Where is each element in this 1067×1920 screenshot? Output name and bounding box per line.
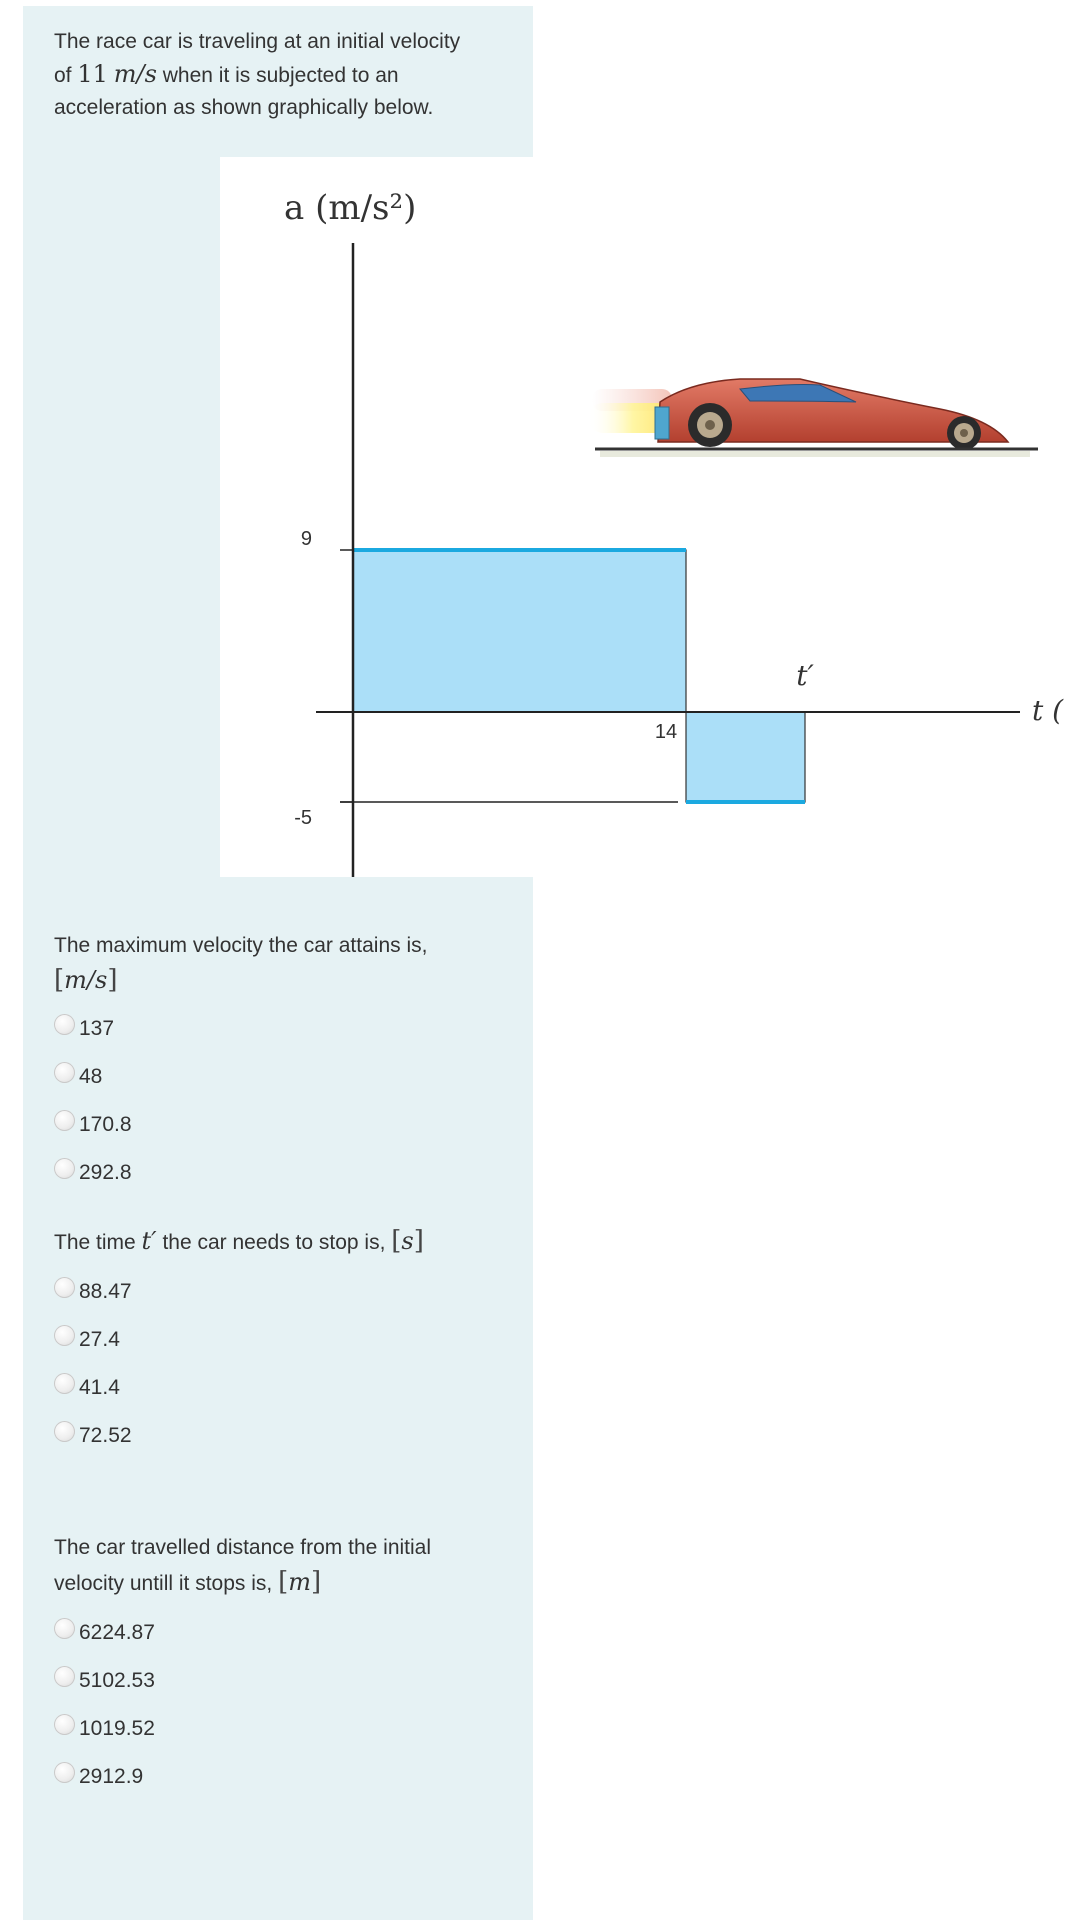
radio-button[interactable] xyxy=(54,1158,75,1179)
question-1-unit: [m/s] xyxy=(54,965,118,995)
intro-line-2: of 11 m/s when it is subjected to an xyxy=(54,60,399,88)
question-2-option-1[interactable]: 88.47 xyxy=(54,1278,132,1306)
question-3-prompt-line-2: velocity untill it stops is, [m] xyxy=(54,1567,322,1597)
chart-background xyxy=(220,157,533,877)
intro-line-3: acceleration as shown graphically below. xyxy=(54,96,434,119)
radio-button[interactable] xyxy=(54,1618,75,1639)
x-tick-label-1: 14 xyxy=(654,721,678,743)
x-axis-label: t ( xyxy=(1032,694,1064,727)
y-axis-label: a (m/s²) xyxy=(284,188,417,228)
question-3-option-2[interactable]: 5102.53 xyxy=(54,1667,155,1695)
radio-button[interactable] xyxy=(54,1014,75,1035)
initial-velocity-unit: m/s xyxy=(113,60,157,88)
segment-area-2 xyxy=(686,712,805,802)
radio-button[interactable] xyxy=(54,1762,75,1783)
radio-button[interactable] xyxy=(54,1277,75,1298)
intro-line-1: The race car is traveling at an initial velocity xyxy=(54,30,461,53)
question-2-option-2[interactable]: 27.4 xyxy=(54,1326,120,1354)
question-3-option-3[interactable]: 1019.52 xyxy=(54,1715,155,1743)
question-2-option-4[interactable]: 72.52 xyxy=(54,1422,132,1450)
acceleration-chart-svg xyxy=(220,157,1067,877)
question-3-option-1[interactable]: 6224.87 xyxy=(54,1619,155,1647)
question-2-option-3[interactable]: 41.4 xyxy=(54,1374,120,1402)
radio-button[interactable] xyxy=(54,1421,75,1442)
question-1-option-3[interactable]: 170.8 xyxy=(54,1111,132,1139)
question-3-option-4[interactable]: 2912.9 xyxy=(54,1763,143,1791)
y-tick-label-2: -5 xyxy=(294,807,312,829)
radio-button[interactable] xyxy=(54,1110,75,1131)
radio-button[interactable] xyxy=(54,1325,75,1346)
initial-velocity-value: 11 xyxy=(77,60,108,88)
radio-button[interactable] xyxy=(54,1062,75,1083)
t-prime-annotation: t′ xyxy=(796,659,814,692)
question-2-prompt: The time t′ the car needs to stop is, [s] xyxy=(54,1226,424,1256)
acceleration-chart xyxy=(220,157,1067,877)
radio-button[interactable] xyxy=(54,1373,75,1394)
segment-area-1 xyxy=(353,550,686,712)
question-1-option-1[interactable]: 137 xyxy=(54,1015,114,1043)
question-3-prompt-line-1: The car travelled distance from the initial xyxy=(54,1536,432,1559)
race-car-illustration xyxy=(588,379,1038,457)
question-1-option-4[interactable]: 292.8 xyxy=(54,1159,132,1187)
question-1-prompt: The maximum velocity the car attains is, xyxy=(54,934,428,957)
radio-button[interactable] xyxy=(54,1666,75,1687)
radio-button[interactable] xyxy=(54,1714,75,1735)
question-1-option-2[interactable]: 48 xyxy=(54,1063,102,1091)
y-tick-label-1: 9 xyxy=(300,528,312,550)
